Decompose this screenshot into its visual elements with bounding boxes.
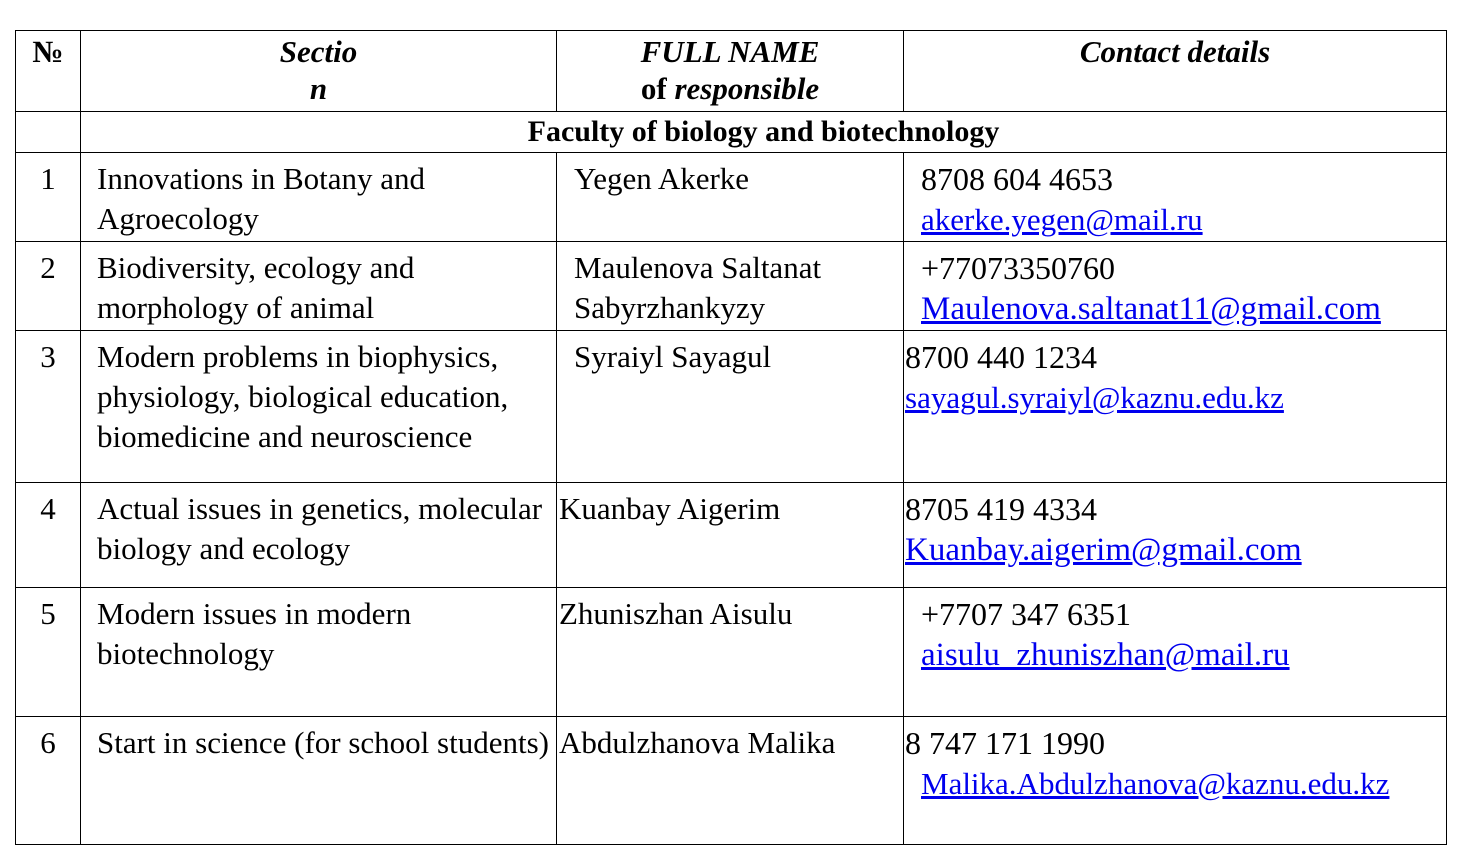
section-name: Modern problems in biophysics, physiology, biological education, biomedicine and neuroscience [81, 331, 557, 483]
row-number: 1 [16, 153, 81, 242]
contact-cell [904, 153, 1447, 242]
row-number: 6 [16, 717, 81, 845]
phone-number: 8705 419 4334 [905, 491, 1097, 527]
contact-cell [904, 717, 1447, 845]
email-link[interactable]: aisulu_zhuniszhan@mail.ru [921, 637, 1290, 673]
email-link[interactable]: sayagul.syraiyl@kaznu.edu.kz [905, 380, 1284, 415]
section-name: Biodiversity, ecology and morphology of animal [81, 242, 557, 331]
section-name: Actual issues in genetics, molecular biology and ecology [81, 483, 557, 588]
responsible-name: Syraiyl Sayagul [557, 331, 904, 483]
header-number-label: № [32, 34, 64, 69]
faculty-empty-cell [16, 112, 81, 153]
table-header-row [16, 31, 1447, 112]
table-row [16, 588, 1447, 717]
contact-cell [904, 331, 1447, 483]
row-number: 2 [16, 242, 81, 331]
row-number: 3 [16, 331, 81, 483]
section-name: Modern issues in modern biotechnology [81, 588, 557, 717]
email-link[interactable]: akerke.yegen@mail.ru [921, 202, 1203, 237]
table-row [16, 483, 1447, 588]
table-row [16, 717, 1447, 845]
responsible-name: Abdulzhanova Malika [557, 717, 904, 845]
header-section-label [269, 33, 369, 107]
phone-number: +7707 347 6351 [921, 596, 1132, 632]
header-name-line1: FULL NAME [640, 34, 820, 69]
contact-cell [904, 588, 1447, 717]
phone-number: +77073350760 [921, 250, 1116, 286]
email-link[interactable]: Maulenova.saltanat11@gmail.com [921, 291, 1381, 327]
header-section [81, 31, 557, 112]
row-number: 4 [16, 483, 81, 588]
header-contact-details [904, 31, 1447, 112]
responsible-name: Kuanbay Aigerim [557, 483, 904, 588]
header-contact-label: Contact details [1079, 34, 1271, 69]
contact-cell [904, 483, 1447, 588]
header-section-line1: Sectio [279, 34, 358, 69]
table-row [16, 242, 1447, 331]
header-name-responsible: responsible [674, 71, 820, 106]
phone-number: 8700 440 1234 [905, 339, 1097, 375]
faculty-row [16, 112, 1447, 153]
header-section-line2: n [309, 71, 328, 106]
responsible-name: Yegen Akerke [557, 153, 904, 242]
faculty-title: Faculty of biology and biotechnology [81, 112, 1447, 153]
header-number [16, 31, 81, 112]
section-name: Innovations in Botany and Agroecology [81, 153, 557, 242]
header-full-name [557, 31, 904, 112]
contact-cell [904, 242, 1447, 331]
email-link[interactable]: Kuanbay.aigerim@gmail.com [905, 532, 1302, 568]
table-row [16, 331, 1447, 483]
table-row [16, 153, 1447, 242]
email-link[interactable]: Malika.Abdulzhanova@kaznu.edu.kz [921, 766, 1390, 801]
row-number: 5 [16, 588, 81, 717]
phone-number: 8708 604 4653 [921, 161, 1113, 197]
header-name-of: of [640, 71, 675, 106]
section-name: Start in science (for school students) [81, 717, 557, 845]
responsible-name: Maulenova Saltanat Sabyrzhankyzy [557, 242, 904, 331]
contacts-table [15, 30, 1447, 845]
phone-number: 8 747 171 1990 [905, 725, 1105, 761]
responsible-name: Zhuniszhan Aisulu [557, 588, 904, 717]
